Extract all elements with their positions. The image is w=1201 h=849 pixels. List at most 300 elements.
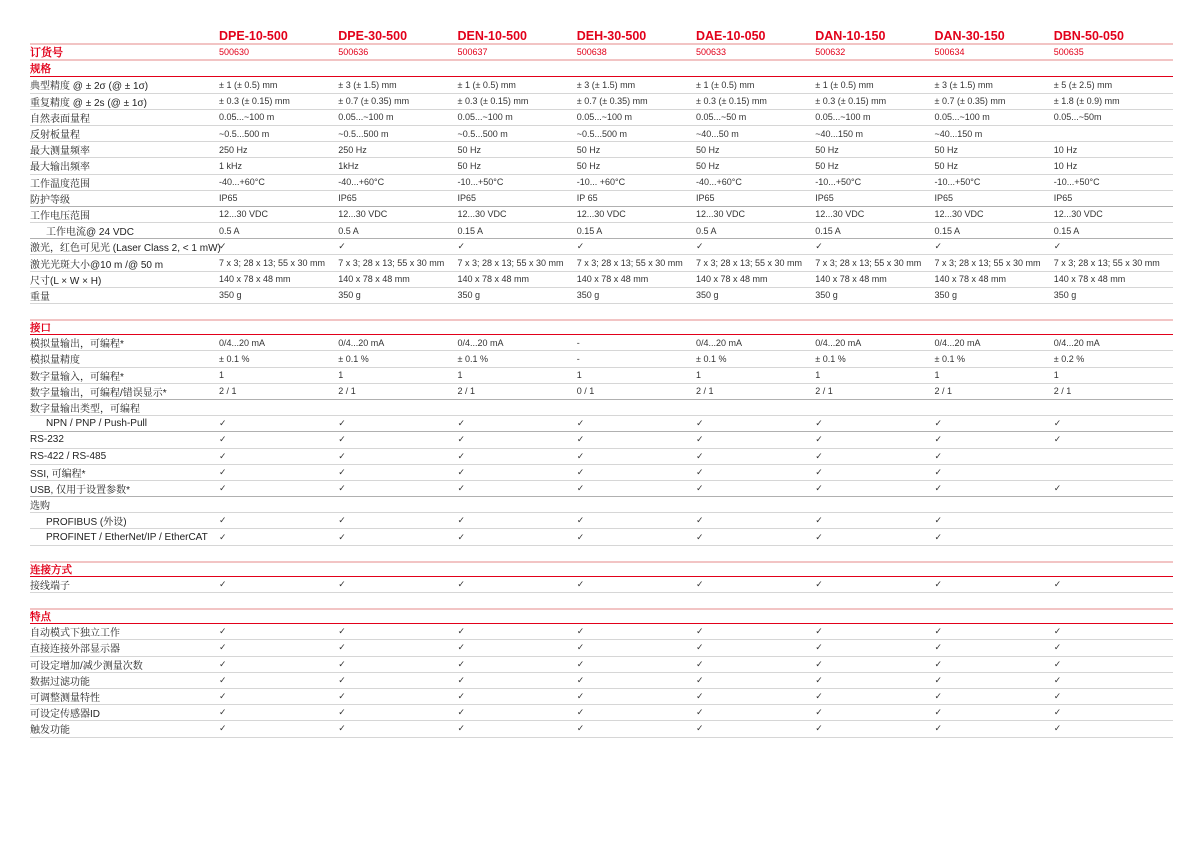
check-icon: ✓: [457, 674, 466, 685]
check-icon: ✓: [576, 626, 585, 637]
cell-value: 0.05...~100 m: [457, 112, 513, 123]
section-spacer: [30, 546, 1173, 561]
cell-value: 350 g: [219, 290, 242, 301]
cell-value: IP65: [457, 193, 477, 204]
check-icon: ✓: [815, 578, 823, 589]
cell-value: 0.05...~100 m: [934, 112, 990, 123]
section-spacer: [30, 593, 1173, 608]
check-icon: ✓: [815, 482, 823, 493]
check-icon: ✓: [338, 241, 346, 252]
table-row: [30, 368, 1173, 384]
cell-value: 10 Hz: [1053, 144, 1078, 155]
check-icon: ✓: [219, 466, 227, 477]
cell-value: 12...30 VDC: [457, 209, 507, 220]
table-row: [30, 497, 1173, 513]
check-icon: ✓: [696, 466, 704, 477]
cell-value: 2 / 1: [219, 386, 237, 397]
check-icon: ✓: [934, 241, 943, 252]
cell-value: 1: [576, 370, 582, 381]
cell-value: 0.05...~100 m: [576, 112, 633, 123]
check-icon: ✓: [1053, 418, 1062, 429]
cell-value: ± 1 (± 0.5) mm: [815, 79, 874, 90]
row-label: 工作电压范围: [30, 210, 90, 222]
check-icon: ✓: [696, 531, 704, 542]
cell-value: 0.05...~50 m: [696, 112, 747, 123]
check-icon: ✓: [934, 674, 943, 685]
cell-value: -40...+60°C: [219, 177, 265, 188]
check-icon: ✓: [219, 434, 227, 445]
check-icon: ✓: [338, 658, 346, 669]
order-number: 500632: [815, 47, 846, 58]
cell-value: 0.05...~100 m: [338, 112, 394, 123]
cell-value: ± 1 (± 0.5) mm: [219, 79, 278, 90]
check-icon: ✓: [815, 626, 823, 637]
row-label: 模拟量精度: [30, 355, 80, 367]
check-icon: ✓: [815, 691, 823, 702]
cell-value: 140 x 78 x 48 mm: [1053, 274, 1126, 285]
table-row: [30, 77, 1173, 93]
cell-value: 12...30 VDC: [934, 209, 984, 220]
cell-value: ± 0.1 %: [219, 353, 250, 364]
model-name: DPE-10-500: [219, 28, 288, 43]
check-icon: ✓: [457, 450, 466, 461]
cell-value: 1 kHz: [219, 160, 243, 171]
cell-value: 7 x 3; 28 x 13; 55 x 30 mm: [338, 258, 445, 269]
cell-value: 50 Hz: [815, 160, 839, 171]
check-icon: ✓: [576, 450, 585, 461]
cell-value: -40...+60°C: [338, 177, 385, 188]
cell-value: 1: [815, 370, 821, 381]
row-label: 工作电流@ 24 VDC: [46, 227, 134, 239]
check-icon: ✓: [219, 723, 227, 734]
check-icon: ✓: [934, 515, 943, 526]
check-icon: ✓: [815, 434, 823, 445]
table-row: [30, 689, 1173, 705]
table-row: [30, 272, 1173, 288]
cell-value: -10...+50°C: [934, 177, 981, 188]
check-icon: ✓: [457, 531, 466, 542]
row-label: PROFINET / EtherNet/IP / EtherCAT: [46, 531, 208, 543]
row-label: 订货号: [30, 47, 63, 60]
check-icon: ✓: [457, 691, 466, 702]
cell-value: -10...+50°C: [1053, 177, 1100, 188]
check-icon: ✓: [934, 707, 943, 718]
check-icon: ✓: [219, 658, 227, 669]
check-icon: ✓: [338, 578, 346, 589]
table-row: [30, 624, 1173, 640]
row-label: 可设定增加/减少测量次数: [30, 660, 143, 672]
cell-value: 0/4...20 mA: [457, 337, 504, 348]
cell-value: 0/4...20 mA: [696, 337, 743, 348]
cell-value: ~0.5...500 m: [219, 128, 270, 139]
cell-value: 350 g: [934, 290, 958, 301]
section-spacer: [30, 304, 1173, 319]
cell-value: 1kHz: [338, 160, 359, 171]
table-row: [30, 465, 1173, 481]
cell-value: 0 / 1: [576, 386, 595, 397]
cell-value: 350 g: [815, 290, 838, 301]
row-label: 自动模式下独立工作: [30, 628, 120, 640]
row-label: 尺寸(L × W × H): [30, 275, 102, 287]
row-label: SSI, 可编程*: [30, 468, 86, 480]
table-row: [30, 400, 1173, 416]
cell-value: 7 x 3; 28 x 13; 55 x 30 mm: [934, 258, 1041, 269]
cell-value: 0.5 A: [338, 225, 359, 236]
cell-value: -40...+60°C: [696, 177, 742, 188]
table-row: [30, 191, 1173, 207]
cell-value: IP65: [934, 193, 954, 204]
row-label: 最大测量频率: [30, 146, 90, 158]
check-icon: ✓: [696, 723, 704, 734]
row-label: 选购: [30, 501, 50, 513]
order-number: 500637: [457, 47, 488, 58]
check-icon: ✓: [219, 418, 227, 429]
cell-value: ± 0.1 %: [696, 353, 727, 364]
cell-value: IP65: [338, 193, 357, 204]
check-icon: ✓: [696, 418, 704, 429]
check-icon: ✓: [219, 691, 227, 702]
table-row: [30, 416, 1173, 432]
cell-value: 12...30 VDC: [338, 209, 388, 220]
model-name: DAN-10-150: [815, 28, 886, 43]
section-title: 规格: [30, 63, 51, 76]
table-row: [30, 513, 1173, 529]
check-icon: ✓: [934, 434, 943, 445]
check-icon: ✓: [457, 642, 466, 653]
table-row: [30, 432, 1173, 448]
row-label: 工作温度范围: [30, 178, 90, 190]
cell-value: 140 x 78 x 48 mm: [696, 274, 768, 285]
check-icon: ✓: [1053, 707, 1062, 718]
cell-value: ± 1 (± 0.5) mm: [457, 79, 516, 90]
order-number: 500635: [1053, 47, 1084, 58]
cell-value: -10...+50°C: [815, 177, 862, 188]
check-icon: ✓: [815, 418, 823, 429]
check-icon: ✓: [696, 707, 704, 718]
model-name: DPE-30-500: [338, 28, 408, 43]
check-icon: ✓: [1053, 691, 1062, 702]
check-icon: ✓: [219, 241, 227, 252]
check-icon: ✓: [696, 691, 704, 702]
cell-value: ± 0.3 (± 0.15) mm: [457, 96, 529, 107]
cell-value: ± 0.7 (± 0.35) mm: [934, 96, 1006, 107]
section-header: [30, 608, 1173, 624]
cell-value: 350 g: [1053, 290, 1077, 301]
check-icon: ✓: [1053, 434, 1062, 445]
cell-value: 1: [696, 370, 702, 381]
check-icon: ✓: [934, 418, 943, 429]
check-icon: ✓: [696, 626, 704, 637]
row-label: 数字量输出类型，可编程: [30, 404, 140, 416]
cell-value: 50 Hz: [576, 144, 601, 155]
table-row: [30, 449, 1173, 465]
check-icon: ✓: [219, 642, 227, 653]
section-header: [30, 561, 1173, 577]
cell-value: 0/4...20 mA: [219, 337, 266, 348]
row-label: 防护等级: [30, 194, 70, 206]
check-icon: ✓: [576, 723, 585, 734]
check-icon: ✓: [696, 515, 704, 526]
cell-value: 7 x 3; 28 x 13; 55 x 30 mm: [1053, 258, 1160, 269]
cell-value: ± 5 (± 2.5) mm: [1053, 79, 1113, 90]
cell-value: 7 x 3; 28 x 13; 55 x 30 mm: [457, 258, 564, 269]
check-icon: ✓: [457, 658, 466, 669]
model-name: DEN-10-500: [457, 28, 527, 43]
table-row: [30, 351, 1173, 367]
row-label: 数字量输入，可编程*: [30, 371, 124, 383]
check-icon: ✓: [934, 482, 943, 493]
check-icon: ✓: [815, 658, 823, 669]
check-icon: ✓: [696, 578, 704, 589]
row-label: USB, 仅用于设置参数*: [30, 484, 131, 496]
table-row: [30, 94, 1173, 110]
check-icon: ✓: [338, 418, 346, 429]
cell-value: ± 0.1 %: [815, 353, 846, 364]
check-icon: ✓: [457, 418, 466, 429]
check-icon: ✓: [1053, 674, 1062, 685]
check-icon: ✓: [338, 626, 346, 637]
check-icon: ✓: [576, 418, 585, 429]
check-icon: ✓: [696, 450, 704, 461]
check-icon: ✓: [219, 450, 227, 461]
check-icon: ✓: [457, 707, 466, 718]
model-name: DAE-10-050: [696, 28, 766, 43]
check-icon: ✓: [1053, 578, 1062, 589]
check-icon: ✓: [338, 450, 346, 461]
cell-value: ~40...150 m: [934, 128, 983, 139]
check-icon: ✓: [576, 707, 585, 718]
check-icon: ✓: [696, 241, 704, 252]
check-icon: ✓: [338, 691, 346, 702]
cell-value: 2 / 1: [696, 386, 714, 397]
cell-value: ± 1 (± 0.5) mm: [696, 79, 755, 90]
row-label: 数据过滤功能: [30, 676, 90, 688]
model-name: DEH-30-500: [576, 28, 647, 43]
check-icon: ✓: [1053, 723, 1062, 734]
table-row: [30, 288, 1173, 304]
cell-value: 50 Hz: [815, 144, 839, 155]
cell-value: -: [576, 353, 580, 364]
cell-value: ± 0.2 %: [1053, 353, 1085, 364]
cell-value: 140 x 78 x 48 mm: [576, 274, 649, 285]
cell-value: 1: [338, 370, 344, 381]
cell-value: 1: [219, 370, 225, 381]
cell-value: ± 1.8 (± 0.9) mm: [1053, 96, 1120, 107]
row-label: RS-232: [30, 434, 64, 446]
check-icon: ✓: [934, 531, 943, 542]
check-icon: ✓: [815, 515, 823, 526]
cell-value: 140 x 78 x 48 mm: [219, 274, 291, 285]
check-icon: ✓: [338, 515, 346, 526]
cell-value: ± 0.1 %: [338, 353, 369, 364]
order-number: 500634: [934, 47, 965, 58]
check-icon: ✓: [696, 642, 704, 653]
table-row: [30, 255, 1173, 271]
table-row: [30, 207, 1173, 223]
cell-value: 0/4...20 mA: [338, 337, 385, 348]
check-icon: ✓: [219, 515, 227, 526]
check-icon: ✓: [934, 466, 943, 477]
check-icon: ✓: [576, 434, 585, 445]
cell-value: ± 0.7 (± 0.35) mm: [338, 96, 410, 107]
check-icon: ✓: [576, 642, 585, 653]
cell-value: 7 x 3; 28 x 13; 55 x 30 mm: [696, 258, 803, 269]
check-icon: ✓: [1053, 241, 1062, 252]
cell-value: 50 Hz: [576, 160, 601, 171]
table-row: [30, 175, 1173, 191]
cell-value: 50 Hz: [457, 144, 482, 155]
check-icon: ✓: [219, 482, 227, 493]
cell-value: 12...30 VDC: [219, 209, 269, 220]
check-icon: ✓: [934, 450, 943, 461]
cell-value: ± 3 (± 1.5) mm: [576, 79, 636, 90]
spec-table: [30, 28, 1173, 738]
order-number: 500636: [338, 47, 369, 58]
check-icon: ✓: [576, 482, 585, 493]
cell-value: 2 / 1: [815, 386, 833, 397]
row-label: 模拟量输出，可编程*: [30, 339, 124, 351]
check-icon: ✓: [815, 450, 823, 461]
cell-value: 50 Hz: [696, 144, 720, 155]
cell-value: 0/4...20 mA: [815, 337, 862, 348]
check-icon: ✓: [457, 626, 466, 637]
cell-value: 0.05...~100 m: [815, 112, 871, 123]
row-label: 重量: [30, 291, 50, 303]
row-label: 自然表面量程: [30, 113, 90, 125]
cell-value: ~40...50 m: [696, 128, 739, 139]
check-icon: ✓: [576, 241, 585, 252]
cell-value: 0.15 A: [815, 225, 841, 236]
cell-value: IP65: [696, 193, 715, 204]
table-row: [30, 384, 1173, 400]
check-icon: ✓: [219, 531, 227, 542]
table-row: [30, 239, 1173, 255]
cell-value: ~0.5...500 m: [338, 128, 389, 139]
check-icon: ✓: [576, 691, 585, 702]
model-name: DAN-30-150: [934, 28, 1005, 43]
cell-value: 7 x 3; 28 x 13; 55 x 30 mm: [576, 258, 683, 269]
check-icon: ✓: [576, 466, 585, 477]
check-icon: ✓: [219, 674, 227, 685]
cell-value: ± 3 (± 1.5) mm: [338, 79, 397, 90]
cell-value: 140 x 78 x 48 mm: [457, 274, 530, 285]
row-label: 激光，红色可见光 (Laser Class 2, < 1 mW): [30, 243, 221, 255]
cell-value: -10... +60°C: [576, 177, 626, 188]
table-row: [30, 721, 1173, 737]
row-label: 触发功能: [30, 725, 70, 737]
cell-value: 0.5 A: [219, 225, 240, 236]
cell-value: ~0.5...500 m: [576, 128, 628, 139]
check-icon: ✓: [934, 691, 943, 702]
section-header: [30, 61, 1173, 77]
cell-value: ± 0.7 (± 0.35) mm: [576, 96, 648, 107]
cell-value: 1: [457, 370, 463, 381]
cell-value: 250 Hz: [219, 144, 248, 155]
order-number: 500630: [219, 47, 250, 58]
check-icon: ✓: [338, 482, 346, 493]
check-icon: ✓: [457, 466, 466, 477]
check-icon: ✓: [815, 707, 823, 718]
cell-value: 0.05...~100 m: [219, 112, 275, 123]
cell-value: 2 / 1: [457, 386, 476, 397]
cell-value: 140 x 78 x 48 mm: [934, 274, 1007, 285]
section-title: 连接方式: [30, 563, 72, 576]
cell-value: IP65: [219, 193, 238, 204]
check-icon: ✓: [576, 531, 585, 542]
check-icon: ✓: [457, 578, 466, 589]
check-icon: ✓: [1053, 482, 1062, 493]
check-icon: ✓: [338, 707, 346, 718]
order-number: 500633: [696, 47, 727, 58]
cell-value: 250 Hz: [338, 144, 367, 155]
cell-value: 50 Hz: [457, 160, 482, 171]
cell-value: 2 / 1: [1053, 386, 1072, 397]
cell-value: 50 Hz: [934, 144, 959, 155]
cell-value: IP65: [1053, 193, 1073, 204]
table-row: [30, 142, 1173, 158]
check-icon: ✓: [338, 642, 346, 653]
check-icon: ✓: [815, 723, 823, 734]
check-icon: ✓: [934, 642, 943, 653]
check-icon: ✓: [934, 578, 943, 589]
section-title: 接口: [30, 322, 51, 335]
row-label: 反射板量程: [30, 130, 80, 142]
cell-value: 50 Hz: [934, 160, 959, 171]
table-row: [30, 657, 1173, 673]
check-icon: ✓: [338, 466, 346, 477]
cell-value: 350 g: [457, 290, 481, 301]
cell-value: ± 3 (± 1.5) mm: [934, 79, 993, 90]
cell-value: 1: [1053, 370, 1059, 381]
table-row: [30, 158, 1173, 174]
check-icon: ✓: [576, 515, 585, 526]
check-icon: ✓: [934, 723, 943, 734]
check-icon: ✓: [934, 658, 943, 669]
check-icon: ✓: [815, 642, 823, 653]
cell-value: 0.15 A: [576, 225, 603, 236]
check-icon: ✓: [457, 434, 466, 445]
cell-value: ± 0.3 (± 0.15) mm: [815, 96, 887, 107]
check-icon: ✓: [219, 626, 227, 637]
cell-value: 12...30 VDC: [815, 209, 865, 220]
model-header-row: [30, 28, 1173, 45]
order-number: 500638: [576, 47, 607, 58]
cell-value: ~40...150 m: [815, 128, 864, 139]
table-row: [30, 640, 1173, 656]
row-label: 数字量输出，可编程/错误显示*: [30, 387, 167, 399]
section-title: 特点: [30, 611, 51, 624]
cell-value: ± 0.1 %: [457, 353, 488, 364]
check-icon: ✓: [696, 434, 704, 445]
table-row: [30, 223, 1173, 239]
cell-value: 140 x 78 x 48 mm: [338, 274, 410, 285]
check-icon: ✓: [815, 241, 823, 252]
cell-value: ± 0.1 %: [934, 353, 965, 364]
cell-value: -: [576, 337, 580, 348]
cell-value: 0.15 A: [1053, 225, 1080, 236]
cell-value: 10 Hz: [1053, 160, 1078, 171]
cell-value: ± 0.3 (± 0.15) mm: [696, 96, 767, 107]
check-icon: ✓: [338, 434, 346, 445]
cell-value: 0.05...~50m: [1053, 112, 1102, 123]
check-icon: ✓: [815, 466, 823, 477]
cell-value: 2 / 1: [934, 386, 953, 397]
table-row: [30, 335, 1173, 351]
check-icon: ✓: [576, 578, 585, 589]
table-row: [30, 481, 1173, 497]
check-icon: ✓: [934, 626, 943, 637]
check-icon: ✓: [696, 674, 704, 685]
